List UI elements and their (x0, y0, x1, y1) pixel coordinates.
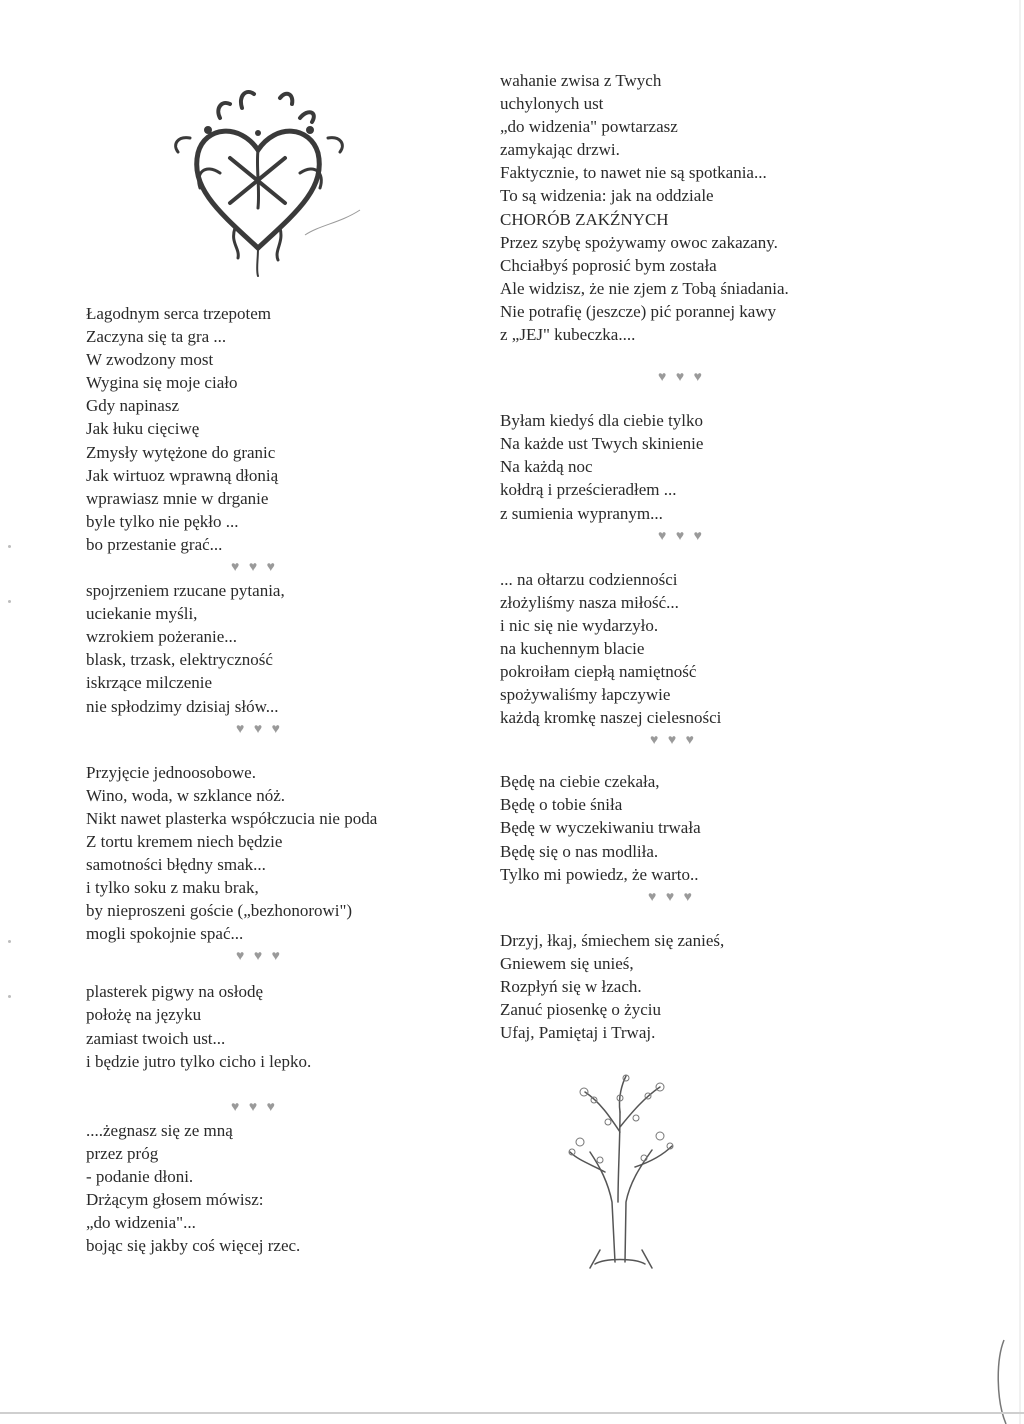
poem-line: kołdrą i prześcieradłem ... (500, 480, 677, 500)
poem-line: Gniewem się unieś, (500, 953, 634, 973)
scan-dot (8, 995, 11, 998)
poem-line: nie spłodzimy dzisiaj słów... (86, 696, 279, 716)
poem-line: mogli spokojnie spać... (86, 924, 244, 944)
poem-line: Z tortu kremem niech będzie (86, 831, 283, 851)
poem-stanza (500, 69, 880, 346)
poem-line: spożywaliśmy łapczywie (500, 685, 671, 705)
pencil-scribble (300, 205, 370, 245)
poem-stanza (500, 568, 880, 730)
scan-bottom-edge (0, 1412, 1024, 1414)
poem-line: bojąc się jakby coś więcej rzec. (86, 1236, 301, 1256)
poem-line: zamykając drzwi. (500, 140, 620, 160)
poem-line: Będę się o nas modliła. (500, 841, 659, 861)
poem-stanza (86, 579, 466, 718)
heart-divider: ♥ ♥ ♥ (658, 528, 705, 544)
poem-line: bo przestanie grać... (86, 534, 223, 554)
poem-line: by nieproszeni goście („bezhonorowi") (86, 901, 353, 921)
poem-line: i nic się nie wydarzyło. (500, 615, 659, 635)
poem-line: Tylko mi powiedz, że warto.. (500, 864, 699, 884)
poem-line: Faktycznie, to nawet nie są spotkania... (500, 163, 767, 183)
poem-line: plasterek pigwy na osłodę (86, 982, 264, 1002)
poem-line: wprawiasz mnie w drganie (86, 488, 269, 508)
poem-line: Jak wirtuoz wprawną dłonią (86, 465, 279, 485)
poem-line: Łagodnym serca trzepotem (86, 304, 272, 323)
poem-stanza (500, 929, 880, 1044)
poem-line: i tylko soku z maku brak, (86, 878, 259, 898)
poem-line: blask, trzask, elektryczność (86, 650, 273, 670)
poem-line: ... na ołtarzu codzienności (500, 569, 678, 589)
poem-line: pokroiłam ciepłą namiętność (500, 661, 697, 681)
poem-line: przez próg (86, 1143, 159, 1163)
left-poem-column (86, 302, 466, 1257)
poem-line: Drżącym głosem mówisz: (86, 1190, 264, 1209)
heart-divider: ♥ ♥ ♥ (236, 949, 283, 965)
poem-line: Na każdą noc (500, 457, 593, 477)
poem-line: Przyjęcie jednoosobowe. (86, 762, 256, 782)
heart-divider: ♥ ♥ ♥ (650, 733, 697, 749)
poem-line: każdą kromkę naszej cielesności (500, 708, 722, 728)
poem-line: Byłam kiedyś dla ciebie tylko (500, 411, 704, 431)
poem-line: zamiast twoich ust... (86, 1028, 226, 1048)
poem-line: Ufaj, Pamiętaj i Trwaj. (500, 1023, 656, 1043)
poem-line: To są widzenia: jak na oddziale (500, 186, 714, 206)
poem-line: wzrokiem pożeranie... (86, 627, 238, 647)
poem-stanza (86, 761, 466, 946)
blossom-tree-illustration (560, 1072, 680, 1272)
poem-line: wahanie zwisa z Twych (500, 71, 662, 90)
poem-line: Przez szybę spożywamy owoc zakazany. (500, 232, 778, 252)
scan-dot (8, 545, 11, 548)
poem-line: Będę o tobie śniła (500, 795, 623, 815)
poem-line: Nikt nawet plasterka współczucia nie poda (86, 808, 378, 828)
poem-line: Zmysły wytężone do granic (86, 442, 276, 462)
poem-line: położę na języku (86, 1005, 202, 1025)
poem-line: Ale widzisz, że nie zjem z Tobą śniadania. (500, 278, 789, 298)
poem-line: „do widzenia"... (86, 1213, 196, 1233)
poem-stanza (86, 302, 466, 556)
poem-line: Nie potrafię (jeszcze) pić porannej kawy (500, 301, 777, 321)
poem-line: Będę na ciebie czekała, (500, 772, 660, 792)
heart-divider: ♥ ♥ ♥ (658, 370, 705, 386)
poem-line: Wino, woda, w szklance nóż. (86, 785, 286, 805)
poem-stanza (86, 1119, 466, 1258)
heart-divider: ♥ ♥ ♥ (231, 1099, 278, 1115)
poem-line: Rozpłyń się w łzach. (500, 976, 642, 996)
poem-line: z „JEJ" kubeczka.... (500, 325, 636, 345)
poem-line: Drzyj, łkaj, śmiechem się zanieś, (500, 930, 725, 950)
scan-dot (8, 940, 11, 943)
right-poem-column (500, 69, 880, 1044)
poem-line: uchylonych ust (500, 94, 604, 114)
poem-stanza (500, 409, 880, 524)
poem-stanza (86, 980, 466, 1072)
poem-line: CHORÓB ZAKŹNYCH (500, 209, 669, 229)
poem-line: W zwodzony most (86, 350, 214, 370)
poem-line: Na każde ust Twych skinienie (500, 434, 704, 454)
poem-line: Wygina się moje ciało (86, 373, 238, 393)
poem-line: Będę w wyczekiwaniu trwała (500, 818, 701, 838)
scan-page-edge (994, 0, 1024, 1424)
tribal-heart-illustration (160, 78, 360, 278)
poem-line: złożyliśmy nasza miłość... (500, 592, 679, 612)
heart-divider: ♥ ♥ ♥ (231, 560, 278, 576)
poem-line: z sumienia wypranym... (500, 503, 663, 523)
poem-line: Gdy napinasz (86, 396, 180, 416)
poem-line: Jak łuku cięciwę (86, 419, 200, 439)
heart-divider: ♥ ♥ ♥ (648, 889, 695, 905)
poem-line: iskrzące milczenie (86, 673, 213, 693)
poem-stanza (500, 770, 880, 885)
poem-line: uciekanie myśli, (86, 604, 198, 624)
poem-line: „do widzenia" powtarzasz (500, 117, 678, 137)
poem-line: na kuchennym blacie (500, 638, 645, 658)
poem-line: samotności błędny smak... (86, 854, 266, 874)
poem-line: - podanie dłoni. (86, 1166, 194, 1186)
poem-line: i będzie jutro tylko cicho i lepko. (86, 1051, 312, 1071)
heart-divider: ♥ ♥ ♥ (236, 721, 283, 737)
poem-line: spojrzeniem rzucane pytania, (86, 581, 285, 601)
poem-line: Chciałbyś poprosić bym została (500, 255, 717, 275)
poem-line: ....żegnasz się ze mną (86, 1120, 233, 1140)
poem-line: Zaczyna się ta gra ... (86, 327, 227, 347)
scan-dot (8, 600, 11, 603)
poem-line: Zanuć piosenkę o życiu (500, 1000, 661, 1019)
poem-line: byle tylko nie pękło ... (86, 511, 239, 531)
